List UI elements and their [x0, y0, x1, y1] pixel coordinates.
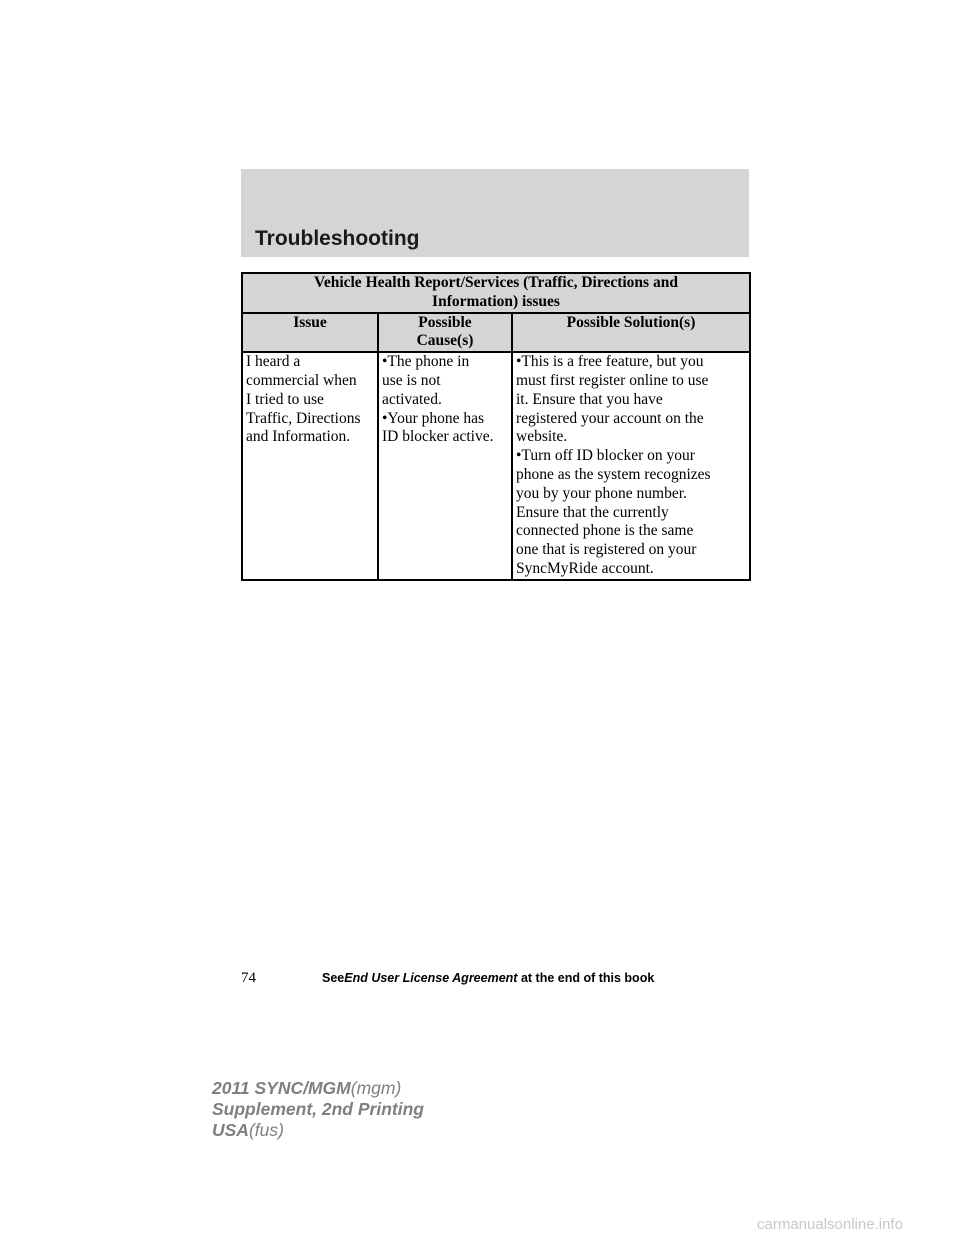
print-info-line-1: 2011 SYNC/MGM(mgm) — [212, 1078, 402, 1098]
section-header-band — [241, 169, 749, 257]
cell-issue: I heard a commercial when I tried to use Traffic, Directions and Information. — [242, 352, 378, 580]
troubleshooting-table — [241, 272, 751, 581]
footer-note-emphasis: End User License Agreement — [344, 971, 518, 985]
table-title-line-2: Information) issues — [432, 292, 560, 310]
column-header-possible-causes: Possible Cause(s) — [378, 313, 512, 353]
column-header-issue: Issue — [242, 313, 378, 353]
table-title — [242, 273, 750, 313]
section-title: Troubleshooting — [255, 227, 420, 250]
print-info-line-3: USA(fus) — [212, 1120, 284, 1140]
print-info-line-2: Supplement, 2nd Printing — [212, 1099, 424, 1119]
footer-note: SeeEnd User License Agreement at the end of this book — [322, 971, 655, 985]
print-info — [212, 1078, 424, 1141]
cell-possible-solutions: •This is a free feature, but you must first register online to use it. Ensure that you have registered your account on the website. •Turn off ID blocker on your phone as the system recognizes you by your phone number. Ensure that the currently connected phone is the same one that is registered on your SyncMyRide account. — [512, 352, 750, 580]
table-title-line-1: Vehicle Health Report/Services (Traffic, Directions and — [314, 274, 678, 291]
table-column-headers — [242, 313, 750, 353]
column-header-possible-solutions: Possible Solution(s) — [512, 313, 750, 353]
table-row — [242, 352, 750, 580]
watermark: carmanualsonline.info — [757, 1216, 903, 1233]
page-number: 74 — [241, 970, 256, 986]
table-title-row — [242, 273, 750, 313]
cell-possible-causes: •The phone in use is not activated. •Your phone has ID blocker active. — [378, 352, 512, 580]
